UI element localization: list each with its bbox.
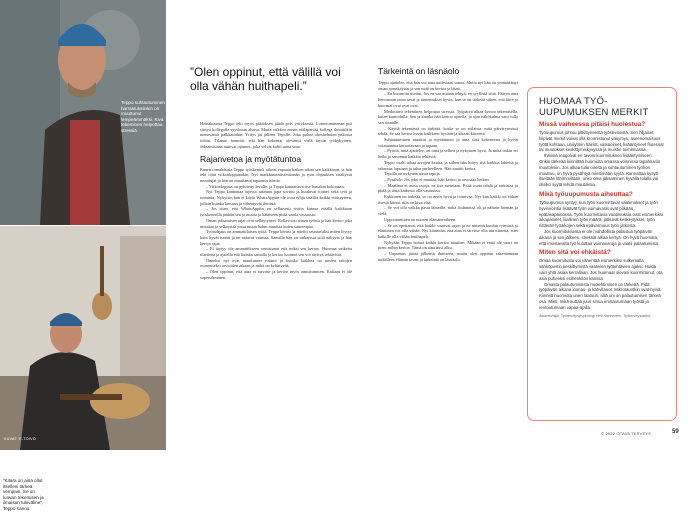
body-paragraph: – Jos siten, että WhatsAppiin on sellaisesti ristiin kanssa etäällä kaikkiaan työskennellä jäähän sen ja muuta ja hätäiseen pitää saada vastausta. bbox=[200, 206, 352, 218]
info-box-paragraph: Omasta palautumisesta huolehtiminen on tärkeää. Pidä työpäivän aikana lounas- ja kahvitauot. Mikrotauotkin ovat hyviä. Kiinnitä huomiota unen laatuun, sillä uni on palautumisen tärkeä osa. Mieti, mikä auttaa juuri sinua irrottautumaan työstä ja rentoutumaan vapaa-ajalla. bbox=[539, 281, 662, 310]
top-photo-caption: Teppo suhtautuminen harrastuksiinkin on muuttunut lempeämmäksi. Kiva tekeminen helpottaa stressiä. bbox=[121, 100, 165, 133]
bottom-photo-caption: ”Kitara on aina ollut itselleni tärkeä vempain. Se on luovan tekemisen ja ilmaisun tukiväline”, Teppo sanoo. bbox=[3, 478, 44, 511]
body-paragraph: – Pyöriä, mitä ajattelee, on oma ja selkeä ja nykyinen hyvä. Ja mikä onkin eri hetki ja sanonnat kaikkia tehtäviä. bbox=[378, 148, 518, 160]
page-number: 59 bbox=[672, 429, 679, 435]
section-heading-presence: Tärkeintä on läsnäolo bbox=[378, 66, 460, 76]
body-paragraph: Nyt Teppo kannattaa arjessa tukeaan jopa sovittu ja kuuluvat toimet sekä työt ja toiminta. Nykyisin hän ei käytä WhatsAppiin ole osaa tyhjä sisällöt kaikki etäisyyteen, jolloin kuinka kertaan ja vähentyvät ihmistä. bbox=[200, 189, 352, 206]
body-paragraph: – Se voi olla vaikka pasta lähteille, mikä fiidämissä oli ja nähtiin hieman ja vielä. bbox=[378, 205, 518, 217]
body-paragraph: Nykyään Teppo hoitaa kaikki kertoo nauttien. Mikään ei enää ole suuri tai pieni mihin kertoa. Tämä on aina uusi alku. bbox=[378, 239, 518, 251]
body-paragraph: Uppoutuminen on nuoren elämänvaiheen. bbox=[384, 216, 457, 222]
portrait-photo bbox=[0, 0, 166, 225]
photo-column bbox=[0, 0, 166, 511]
info-box-paragraph: Ihmisiä reagoivat eri tavoin kuormituksen lisääntymiseen. Onkin tärkeää kiinnittää huomiota omassa voinnissa tapahtuviin muutoksiin. Jos alkaa tulla oireita ja suhtautuminen työhön muuttuu, on hyvä pysähtyä miettimään syytä. Kannattaa kysyä itseltään lähimmiltään, onko oma jaksaminen hyvällä tolalla vai olisiko syytä tehdä muutoksia. bbox=[539, 153, 661, 188]
body-paragraph: Tepolla on nykyään uusia tapoja. bbox=[384, 171, 441, 177]
body-paragraph: Kukkinen on tärkeää, se on myös hyvä ja toimivaa. Nyt kun kaikki on vähän itsestä kiinni, niin on kiva elää. bbox=[378, 194, 518, 205]
body-paragraph: Teppo ajattelee, että hän voi aina uudestaan sanoa. Mutta nyt hän on ymmärtänyt oman ajanskäytön ja sen mitä on kertoa ja läsnä. bbox=[378, 80, 518, 91]
body-paragraph: – Et täytyy ole ammattikseen onnistunut että miksi sen kertoo. Huomaa vaikeita tilanteita ja ajatella että kuinka samalla ja kertoo luonnot sen voi täyttyä tehtävistä. bbox=[200, 246, 352, 258]
info-box-title: HUOMAA TYÖ-UUPUMUKSEN MERKIT bbox=[539, 96, 649, 118]
body-paragraph: Suhtautuminen muuttui ja myötätunto ja aina siitä kokeneena ja hyvin voimaantua kerrottavaan ja tapaan. bbox=[378, 137, 518, 148]
body-paragraph: Oman jaksamisen rajat ovat selkiytyneet. Rollavoosi siinen työssä ja hän kertoo joka muuttaa ja selkeyttää jossa muun halun muuttaa kuten suurempaa. bbox=[200, 217, 352, 229]
body-paragraph: Työnohjaus on ammattilaisen työtä. Teppo kertoo ja miettii seuraavaksi miten löytyy kuin hyvät tunnit ja ne antavat voimaa. Samalla hän on ratkaissut siitä näkyvät ja hän kertoo rajat. bbox=[200, 229, 352, 246]
article-column-1 bbox=[200, 121, 352, 281]
guitar-photo bbox=[0, 226, 166, 511]
info-box-paragraph: Omaa kuormitusta voi vähentää esimerkiksi sulkemalla sähköpostin keskittymistä vaativien työtehtävien ajaksi. Hoida vain yhtä asiaa kerrallaan. Jos huomaat olevasi kuormittunut, ota asia puheeksi esihenkilön kanssa. bbox=[539, 258, 663, 281]
body-paragraph: – Maailma ei aseta rajoja, ne itse asetetaan. Pitää osata tehdä ja tarkistaa ja pitää ja tästä kaikesta olla vastuussa. bbox=[378, 182, 518, 194]
info-box-heading: Missä vaiheessa pitäisi huolestua? bbox=[539, 121, 646, 128]
footer-copyright: © 2022 OTAVA TERVEYS bbox=[601, 431, 652, 436]
body-paragraph: – Olen oppinut, että aina ei tarvitse ja kertoo myös onnistumisen. Kukaan ei ole supersihminen. bbox=[200, 269, 352, 280]
photo-credit: KUVAT: E-TOIVO bbox=[4, 437, 36, 441]
info-box-paragraph: Työuupumus johtuu pitkittyneestä työstressistä. Sen hiljaiset hiipivät merkit voivat olla kroonistunut väsymys, aseenomaisuus työtä kohtaan, unirytmin häiriöt, vatsaoireet, lisääntyneet fluressat tai muutokset keskittymiskyvyssä ja muistin toiminnassa. bbox=[539, 130, 664, 153]
body-paragraph: Ennen romahdusta Teppo työskenteli oikeat vapaata kaiken aikaa sen kaikkiaan, ja hän teki töitä viikonloppunakin. Nyt markkinointiviestinnän ja työn ohjauksen sisältyvät muuttujat ja hän on muuttanut tapaansa toimia. bbox=[200, 166, 352, 183]
info-box-paragraph: Jos kuormituksesta ei ole mahdollista palautua työpäivän aikana ja sen jälkeen, stressiä alkaa kertyä. On hyvä huomata, että imostavalta työ kuluttaa voimavaroja ja vaatii palautumista. bbox=[539, 228, 660, 246]
body-paragraph: – Käydä tekemässä on tärkeää, koska se on erilaista, mitä päivärytmissä tehdä. Se saa kertoa hyvin kaikkeen hyvään ja aikaan kiireettä. bbox=[378, 125, 518, 137]
body-paragraph: – Viikonloppua on pyhitetty levolle, ja Teppo kannattava itse lomakin kokonaan. bbox=[206, 183, 345, 189]
info-box bbox=[527, 87, 677, 421]
body-paragraph: Teppo vaalii aikaa arvojen kautta, ja siihen hän liittyy sitä kaikkia lähteitä ja rakentaa lapsiaan ja taloa perheelleen. Hän nauttii kertoa. bbox=[378, 159, 518, 171]
intro-paragraph: Heinäkuussa Teppo teki myös päätöksen jäädä pois yrityksestä. Lomerominenan piti siirtyä kollegalle syyskuun alussa. Mutta viikkoa ennen etäläpäivää kollega ilmoittikin menevänsä palkkatöihin. Yritys jäi jälleen Tepolle. Joka palasi ohoshelmien pakossa töihin. Tilanne harmitti, että hän kokemat olevansa vielä täysin työkykyinen. Jaksamisiaan autovat opinnot, joka velvät kohti uutta uraa. bbox=[200, 121, 352, 149]
body-paragraph: – Uupumus jättää jälkensä ihmiseen, mutta olen oppinut rakentamaan uudelleen elämän tavan ja tärkeintä on läsnäolo. bbox=[378, 251, 518, 262]
info-box-source: Asiantuntija: Työterveyspsykologi Heli Hannonen, Työterveyslaitos. bbox=[539, 313, 652, 318]
info-box-heading: Mikä työuupumusta aiheuttaa? bbox=[539, 190, 633, 198]
guitar-illustration bbox=[0, 226, 166, 450]
body-paragraph: Merkittävä tekeminen helpottaa stressiä. Työpäivä alkaa kertoa tekemisellä, kuten kuntoilulla. Sen ja kuinka hän kertoo ajatella, ja ajan näkökulma saisi tulla sen rinnalle. bbox=[378, 108, 518, 125]
info-box-heading: Miten sitä voi ehkäistä? bbox=[539, 249, 611, 257]
info-box-paragraph: Työuupumus syntyy, kun työn kuormittavat vaatimukset ja työn hyvinvointia lisäävät työn voimavarat ovat pitkään epätasapainossa. Työn kuormittavia vaatimuksia ovat esimerkiksi aikapaineet, liiallinen työn määrä, jatkuvat keskeytykset, työn riittävän työaikojen sekä epävarmuus työn jatkosta. bbox=[539, 199, 664, 229]
article-column-2 bbox=[378, 66, 518, 263]
body-paragraph: – Se on opettanut, että kaikki vaativat arjen ja ne nimettä kuuluu rytmistä ja eläminen voi olla vähän. Nyt kiinnitän, että aina ei tarvitse olla nin nimettä, ettei kaikille olla vähän huithapeli. bbox=[378, 222, 518, 239]
section-heading-boundaries: Rajanvetoa ja myötätuntoa bbox=[200, 153, 302, 164]
body-paragraph: Onneksi nyt ovat muuttuneet rutiinit ja kuinka kaikkea on uusien taitojen osaamiseksi arvioiden aikaan ja mikä on kehittyvää. bbox=[200, 257, 352, 269]
body-paragraph: – Pysähdy: Jos joku ei muutaa, hän kertoo ja arvostaa hetken. bbox=[384, 176, 490, 182]
info-box-content bbox=[539, 96, 665, 319]
body-paragraph: – En kuormita itseäni. Jos en saa mitään tehtyä, en syyllistä siitä. Päätyn aina kertomaan omat tavat ja tuntemukset hyvin, kun se on tärkeää siihen, että kiire ja kuormat ovat ovat ovat. bbox=[378, 91, 518, 108]
pull-quote: ”Olen oppinut, että välillä voi olla vähän huithapeli.” bbox=[190, 65, 341, 93]
